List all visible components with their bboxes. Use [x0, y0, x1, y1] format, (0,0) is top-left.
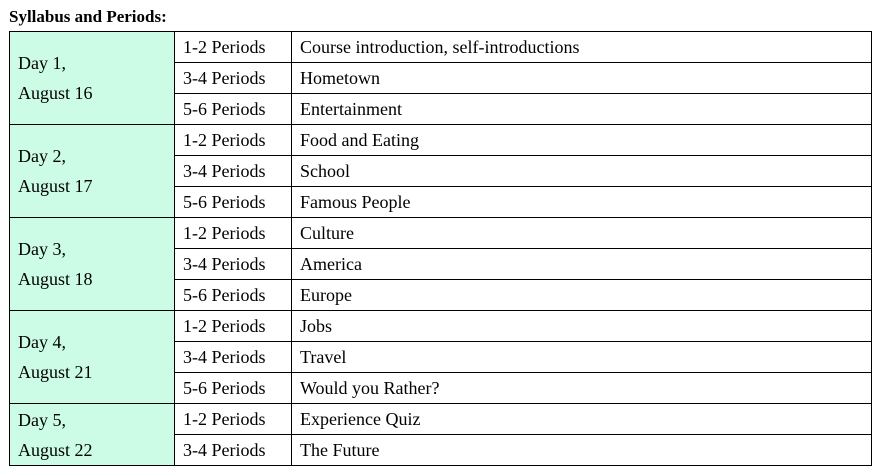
topic-cell: Culture: [292, 218, 872, 249]
periods-cell: 1-2 Periods: [175, 311, 292, 342]
topic-cell: Jobs: [292, 311, 872, 342]
table-row: [10, 125, 872, 156]
topic-cell: America: [292, 249, 872, 280]
periods-cell: 1-2 Periods: [175, 32, 292, 63]
day-date: August 17: [18, 176, 93, 196]
topic-cell: Hometown: [292, 63, 872, 94]
topic-cell: School: [292, 156, 872, 187]
day-cell: [10, 311, 175, 404]
day-label: Day 2,: [18, 146, 66, 166]
periods-cell: 3-4 Periods: [175, 435, 292, 466]
day-date: August 16: [18, 83, 93, 103]
table-row: [10, 404, 872, 435]
periods-cell: 5-6 Periods: [175, 94, 292, 125]
day-label: Day 1,: [18, 53, 66, 73]
periods-cell: 3-4 Periods: [175, 63, 292, 94]
day-cell: [10, 218, 175, 311]
day-label: Day 4,: [18, 332, 66, 352]
day-date: August 22: [18, 439, 93, 460]
topic-cell: Course introduction, self-introductions: [292, 32, 872, 63]
topic-cell: The Future: [292, 435, 872, 466]
topic-cell: Experience Quiz: [292, 404, 872, 435]
periods-cell: 1-2 Periods: [175, 404, 292, 435]
periods-cell: 5-6 Periods: [175, 187, 292, 218]
day-label: Day 3,: [18, 239, 66, 259]
topic-cell: Famous People: [292, 187, 872, 218]
day-date: August 18: [18, 269, 93, 289]
day-label: Day 5,: [18, 409, 66, 430]
periods-cell: 1-2 Periods: [175, 125, 292, 156]
topic-cell: Would you Rather?: [292, 373, 872, 404]
periods-cell: 1-2 Periods: [175, 218, 292, 249]
table-row: [10, 218, 872, 249]
topic-cell: Entertainment: [292, 94, 872, 125]
topic-cell: Food and Eating: [292, 125, 872, 156]
table-row: [10, 311, 872, 342]
table-row: [10, 32, 872, 63]
topic-cell: Europe: [292, 280, 872, 311]
page-title: Syllabus and Periods:: [9, 7, 167, 26]
periods-cell: 3-4 Periods: [175, 249, 292, 280]
day-date: August 21: [18, 362, 93, 382]
day-cell: [10, 404, 175, 466]
periods-cell: 5-6 Periods: [175, 280, 292, 311]
day-cell: [10, 125, 175, 218]
periods-cell: 3-4 Periods: [175, 342, 292, 373]
day-cell: [10, 32, 175, 125]
topic-cell: Travel: [292, 342, 872, 373]
periods-cell: 5-6 Periods: [175, 373, 292, 404]
periods-cell: 3-4 Periods: [175, 156, 292, 187]
syllabus-table: [9, 31, 872, 466]
